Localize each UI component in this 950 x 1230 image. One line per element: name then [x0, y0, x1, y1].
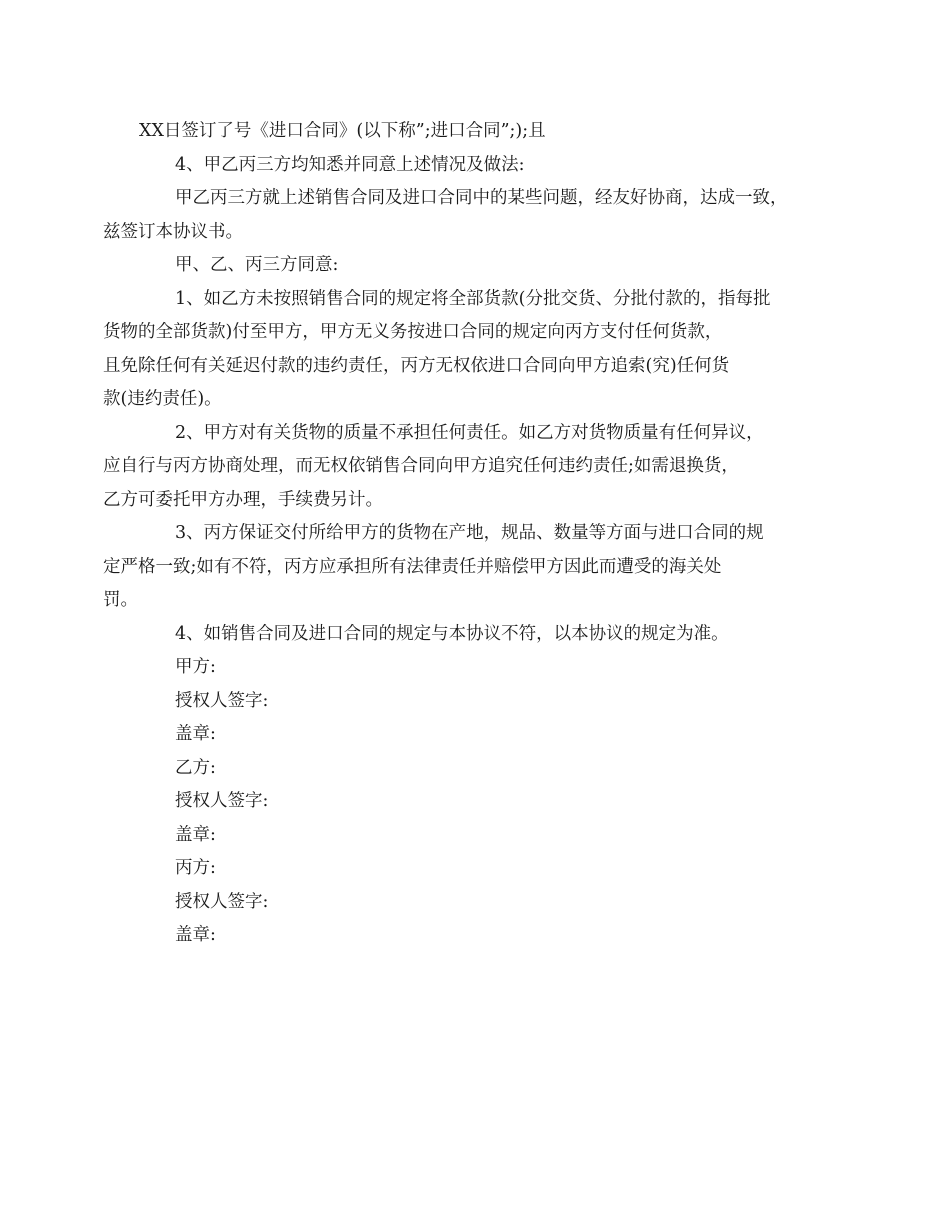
text-line: 应自行与丙方协商处理，而无权依销售合同向甲方追究任何违约责任;如需退换货，: [103, 456, 739, 476]
party-c-seal: 盖章:: [175, 925, 216, 945]
signature-block: [139, 651, 814, 953]
text-line: 1、如乙方未按照销售合同的规定将全部货款(分批交货、分批付款的，指每批: [175, 288, 771, 309]
text-line: 4、如销售合同及进口合同的规定与本协议不符，以本协议的规定为准。: [175, 623, 729, 644]
party-a-authorized-signature: 授权人签字:: [175, 690, 269, 711]
text-line: 甲、乙、丙三方同意:: [175, 255, 339, 275]
text-line: 2、甲方对有关货物的质量不承担任何责任。如乙方对货物质量有任何异议，: [175, 422, 764, 443]
text-line: 款(违约责任)。: [103, 389, 222, 409]
party-a-label: 甲方:: [175, 657, 216, 677]
text-line: 乙方可委托甲方办理，手续费另计。: [103, 489, 383, 510]
text-line: 兹签订本协议书。: [103, 221, 243, 242]
document-body: [103, 115, 814, 953]
paragraph-clause-3: [103, 517, 814, 618]
text-line: XX日签订了号《进口合同》(以下称”;进口合同”;);且: [139, 121, 546, 141]
text-line: 4、甲乙丙三方均知悉并同意上述情况及做法:: [175, 154, 525, 175]
party-b-label: 乙方:: [175, 757, 216, 778]
text-line: 且免除任何有关延迟付款的违约责任，丙方无权依进口合同向甲方追索(究)任何货: [103, 355, 730, 376]
text-line: 甲乙丙三方就上述销售合同及进口合同中的某些问题，经友好协商，达成一致，: [175, 188, 788, 208]
paragraph-parties-agree: [139, 249, 814, 283]
text-line: 3、丙方保证交付所给甲方的货物在产地，规品、数量等方面与进口合同的规: [175, 523, 764, 543]
party-a-seal: 盖章:: [175, 724, 216, 744]
text-line: 定严格一致;如有不符，丙方应承担所有法律责任并赔偿甲方因此而遭受的海关处: [103, 556, 722, 577]
paragraph-item-4-known: [139, 149, 814, 183]
paragraph-clause-4: [139, 618, 814, 652]
party-b-seal: 盖章:: [175, 824, 216, 845]
paragraph-agreement-purpose: [103, 182, 814, 249]
party-c-authorized-signature: 授权人签字:: [175, 891, 269, 912]
paragraph-intro-tail: [139, 115, 814, 149]
paragraph-clause-2: [103, 417, 814, 518]
text-line: 罚。: [103, 590, 138, 610]
paragraph-clause-1: [103, 283, 814, 417]
text-line: 货物的全部货款)付至甲方，甲方无义务按进口合同的规定向丙方支付任何货款，: [103, 322, 723, 342]
party-b-authorized-signature: 授权人签字:: [175, 791, 269, 811]
party-c-label: 丙方:: [175, 858, 216, 878]
